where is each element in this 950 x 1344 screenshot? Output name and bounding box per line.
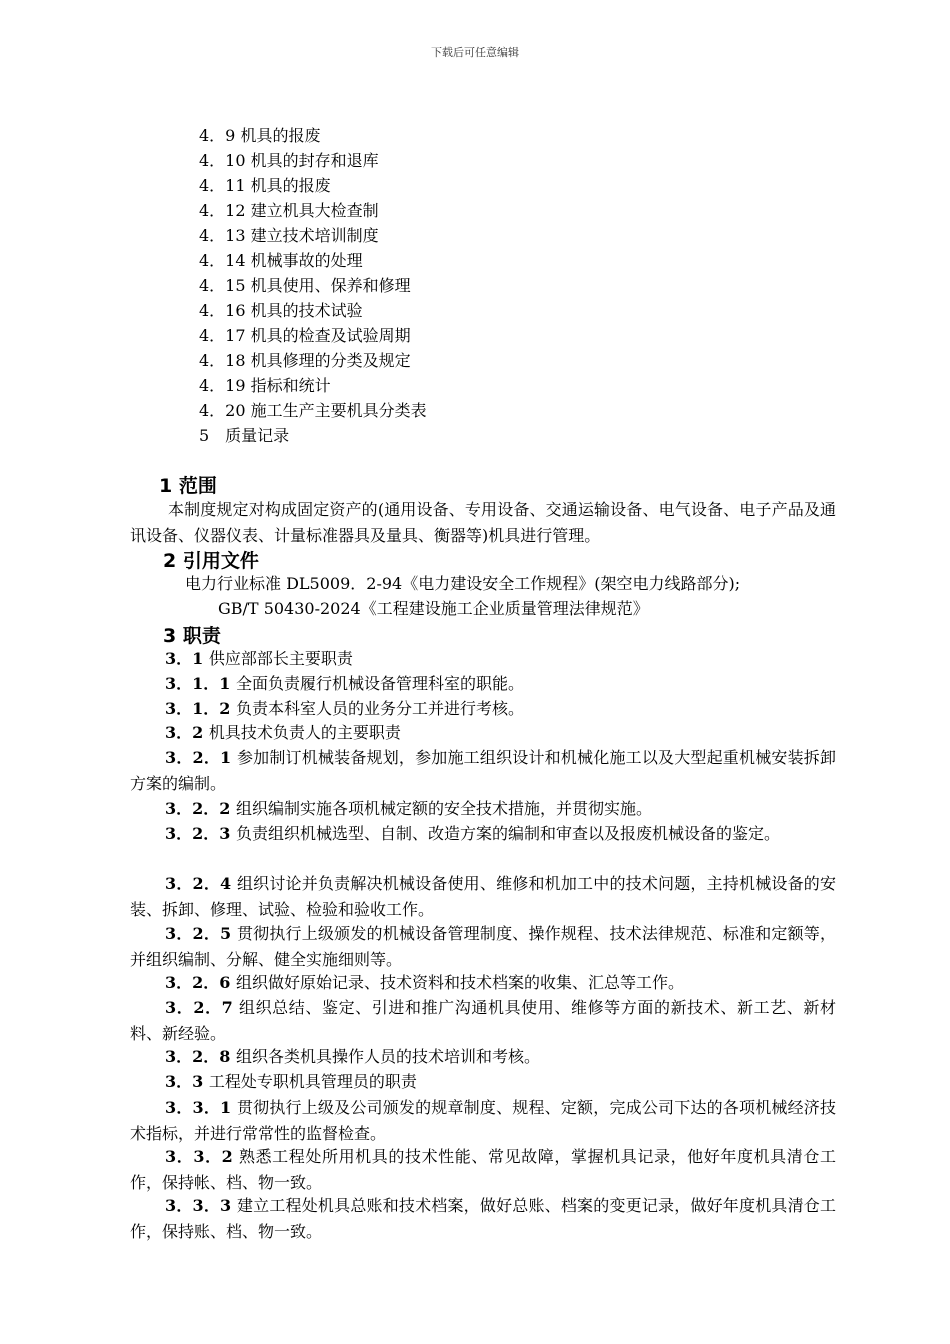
item-text: 组织讨论并负责解决机械设备使用、维修和机加工中的技术问题，主持机械设备的安装、拆卸、修理、试验、检验和验收工作。: [130, 874, 836, 919]
toc-item: 4．9 机具的报废: [199, 126, 321, 145]
item-number: 3．1．2: [165, 699, 236, 718]
duty-paragraph: [130, 1193, 836, 1244]
item-number: 3．2．7: [165, 998, 239, 1017]
item-text: 组织各类机具操作人员的技术培训和考核。: [235, 1047, 540, 1066]
toc-item: 4．11 机具的报废: [199, 176, 331, 195]
item-number: 3．1: [165, 649, 209, 668]
duty-item: [165, 1070, 417, 1094]
item-number: 3．2: [165, 723, 209, 742]
toc-item: 4．17 机具的检查及试验周期: [199, 326, 411, 345]
item-number: 3．3．2: [165, 1147, 239, 1166]
duty-item: [165, 647, 353, 671]
duty-item: [165, 1045, 540, 1069]
duty-paragraph: [130, 821, 836, 847]
duty-paragraph: [130, 871, 836, 922]
scope-paragraph: 本制度规定对构成固定资产的(通用设备、专用设备、交通运输设备、电气设备、电子产品及通讯设备、仪器仪表、计量标准器具及量具、衡器等)机具进行管理。: [130, 500, 836, 545]
duty-item: [165, 697, 524, 721]
reference-item: GB/T 50430-2024《工程建设施工企业质量管理法律规范》: [218, 599, 649, 618]
item-text: 全面负责履行机械设备管理科室的职能。: [235, 674, 524, 693]
item-text: 组织做好原始记录、技术资料和技术档案的收集、汇总等工作。: [235, 973, 684, 992]
duty-paragraph: [130, 745, 836, 796]
item-text: 建立工程处机具总账和技术档案，做好总账、档案的变更记录，做好年度机具清仓工作，保持账、档、物一致。: [130, 1196, 836, 1241]
toc-item: 4．16 机具的技术试验: [199, 301, 363, 320]
item-text: 组织编制实施各项机械定额的安全技术措施，并贯彻实施。: [235, 799, 652, 818]
duty-item: [165, 672, 524, 696]
reference-item: 电力行业标准 DL5009．2-94《电力建设安全工作规程》(架空电力线路部分);: [185, 574, 741, 593]
item-text: 组织总结、鉴定、引进和推广沟通机具使用、维修等方面的新技术、新工艺、新材料、新经验。: [130, 998, 836, 1043]
item-text: 供应部部长主要职责: [208, 649, 353, 668]
duty-paragraph: [130, 796, 836, 822]
item-text: 贯彻执行上级及公司颁发的规章制度、规程、定额，完成公司下达的各项机械经济技术指标，并进行常常性的监督检查。: [130, 1098, 836, 1143]
item-text: 工程处专职机具管理员的职责: [208, 1072, 417, 1091]
item-number: 3．3: [165, 1072, 209, 1091]
duty-paragraph: [130, 995, 836, 1046]
toc-item: 4．12 建立机具大检查制: [199, 201, 379, 220]
section-heading-references: 2 引用文件: [163, 550, 259, 572]
item-text: 参加制订机械装备规划，参加施工组织设计和机械化施工以及大型起重机械安装拆卸方案的编制。: [130, 748, 836, 793]
item-text: 熟悉工程处所用机具的技术性能、常见故障，掌握机具记录，他好年度机具清仓工作，保持帐、档、物一致。: [130, 1147, 836, 1192]
toc-item: 4．20 施工生产主要机具分类表: [199, 401, 427, 420]
duty-paragraph: [130, 1144, 836, 1195]
item-number: 3．2．5: [165, 924, 237, 943]
toc-item: 5 质量记录: [199, 426, 290, 445]
toc-item: 4．18 机具修理的分类及规定: [199, 351, 411, 370]
item-number: 3．2．4: [165, 874, 237, 893]
duty-paragraph: [130, 970, 836, 996]
item-number: 3．2．6: [165, 973, 236, 992]
section-heading-duties: 3 职责: [163, 625, 221, 647]
page-header: 下载后可任意编辑: [431, 46, 519, 59]
item-number: 3．2．2: [165, 799, 236, 818]
item-number: 3．2．1: [165, 748, 237, 767]
item-number: 3．3．1: [165, 1098, 237, 1117]
duty-item: [165, 721, 401, 745]
item-text: 机具技术负责人的主要职责: [208, 723, 401, 742]
table-of-contents: [199, 123, 799, 448]
toc-item: 4．13 建立技术培训制度: [199, 226, 379, 245]
section-heading-scope: 1 范围: [159, 475, 217, 497]
item-number: 3．2．8: [165, 1047, 236, 1066]
item-number: 3．1．1: [165, 674, 236, 693]
duty-paragraph: [130, 921, 836, 972]
toc-item: 4．15 机具使用、保养和修理: [199, 276, 411, 295]
toc-item: 4．10 机具的封存和退库: [199, 151, 379, 170]
item-text: 负责组织机械选型、自制、改造方案的编制和审查以及报废机械设备的鉴定。: [235, 824, 780, 843]
item-text: 负责本科室人员的业务分工并进行考核。: [235, 699, 524, 718]
duty-paragraph: [130, 1095, 836, 1146]
toc-item: 4．19 指标和统计: [199, 376, 331, 395]
item-text: 贯彻执行上级颁发的机械设备管理制度、操作规程、技术法律规范、标准和定额等，并组织编制、分解、健全实施细则等。: [130, 924, 836, 969]
item-number: 3．2．3: [165, 824, 236, 843]
toc-item: 4．14 机械事故的处理: [199, 251, 363, 270]
item-number: 3．3．3: [165, 1196, 237, 1215]
